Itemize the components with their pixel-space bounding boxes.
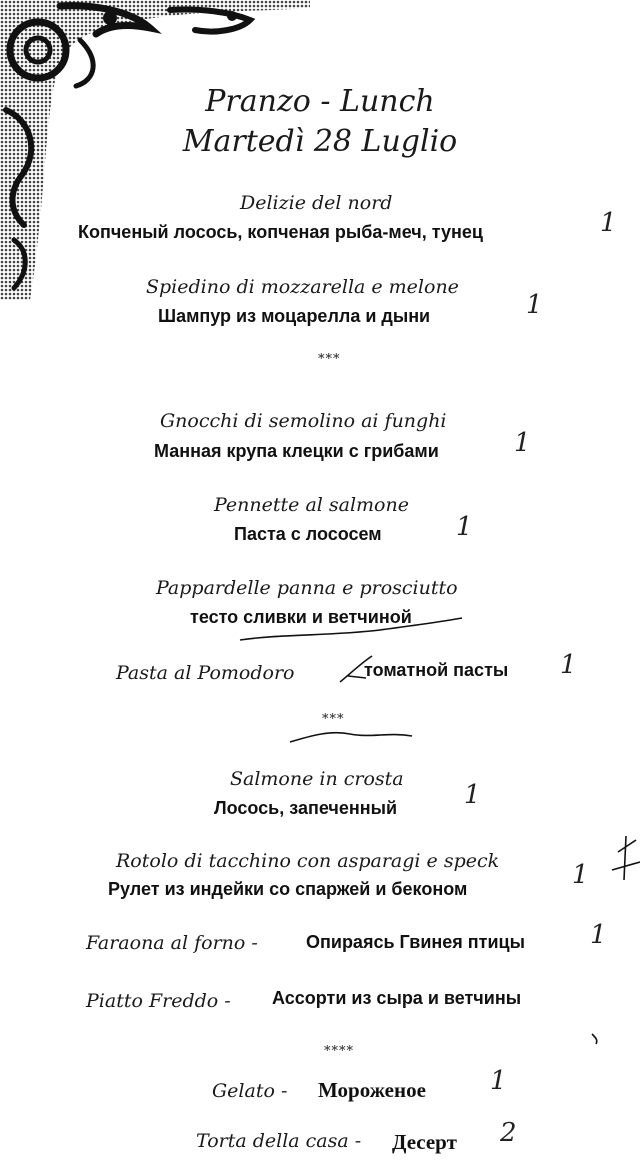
handwritten-count: 1 <box>490 1066 507 1096</box>
course-separator: *** <box>322 712 345 727</box>
handwritten-count: 1 <box>514 428 531 458</box>
dish-name-ru: Опираясь Гвинея птицы <box>306 932 525 952</box>
dish-name-ru: Лосось, запеченный <box>214 798 398 818</box>
dish-name-it: Faraona al forno - <box>86 932 258 954</box>
dish-name-ru: Мороженое <box>318 1078 426 1102</box>
dish-name-ru: Шампур из моцарелла и дыни <box>158 306 431 326</box>
dish-name-it: Pennette al salmone <box>214 494 409 516</box>
dish-name-it: Gnocchi di semolino ai funghi <box>160 410 447 432</box>
dish-name-it: Pappardelle panna e prosciutto <box>156 577 458 599</box>
course-separator: *** <box>318 352 341 367</box>
handwritten-count: 1 <box>590 920 607 950</box>
dish-name-ru: Паста с лососем <box>234 524 382 544</box>
scribble-star <box>612 836 640 880</box>
handwritten-count: 1 <box>560 650 577 680</box>
dish-name-ru: томатной пасты <box>364 660 509 680</box>
dish-name-ru: Ассорти из сыра и ветчины <box>272 988 522 1008</box>
handwritten-count: 1 <box>526 290 543 320</box>
dish-name-it: Torta della casa - <box>196 1130 362 1152</box>
course-separator: **** <box>324 1044 354 1059</box>
dish-name-it: Rotolo di tacchino con asparagi e speck <box>116 850 500 872</box>
scribble-wave <box>290 733 412 742</box>
menu-title: Pranzo - Lunch <box>205 84 435 119</box>
handwritten-count: 1 <box>456 512 473 542</box>
handwritten-count: 2 <box>500 1118 517 1148</box>
dish-name-it: Piatto Freddo - <box>86 990 231 1012</box>
scribble-dot <box>592 1034 597 1044</box>
handwritten-count: 1 <box>600 208 617 238</box>
menu-date: Martedì 28 Luglio <box>182 124 458 159</box>
dish-name-it: Pasta al Pomodoro <box>116 662 295 684</box>
dish-name-ru: Десерт <box>392 1130 457 1154</box>
dish-name-ru: тесто сливки и ветчиной <box>190 607 412 627</box>
dish-name-ru: Манная крупа клецки с грибами <box>154 441 439 461</box>
handwritten-count: 1 <box>572 860 589 890</box>
dish-name-it: Spiedino di mozzarella e melone <box>146 276 459 298</box>
dish-name-ru: Рулет из индейки со спаржей и беконом <box>108 879 468 899</box>
dish-name-it: Gelato - <box>212 1080 288 1102</box>
handwritten-count: 1 <box>464 780 481 810</box>
dish-name-it: Salmone in crosta <box>230 768 404 790</box>
dish-name-ru: Копченый лосось, копченая рыба-меч, тунец <box>78 222 483 242</box>
dish-name-it: Delizie del nord <box>240 192 393 214</box>
